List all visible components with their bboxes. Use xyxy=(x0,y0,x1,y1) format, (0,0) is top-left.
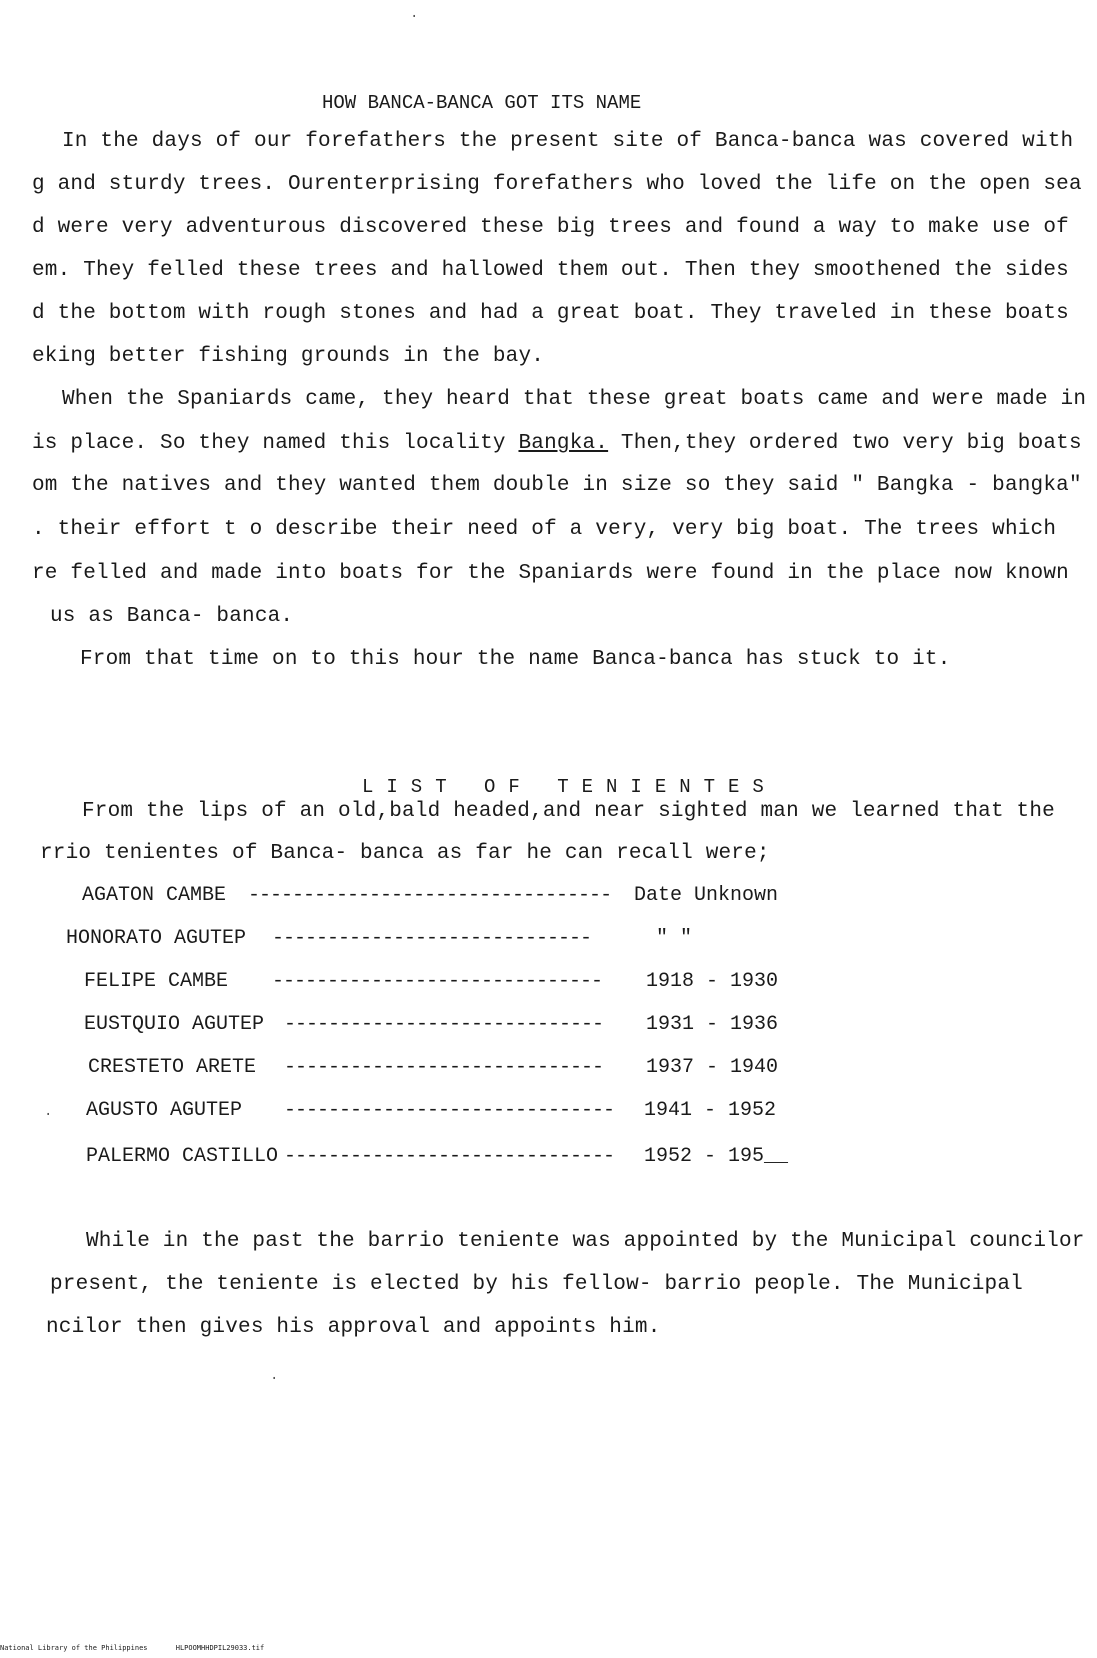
teniente-row xyxy=(86,1145,806,1171)
paragraph-2-line-3: om the natives and they wanted them double in size so they said " Bangka - bangka" xyxy=(32,474,1082,497)
dash-leader: ------------------------------ xyxy=(284,1099,615,1122)
scan-speck: . xyxy=(270,1368,279,1384)
teniente-row xyxy=(84,970,804,996)
paragraph-2-line-2-end: Then,they ordered two very big boats xyxy=(608,432,1082,455)
teniente-row xyxy=(88,1056,808,1082)
footer-library: National Library of the Philippines xyxy=(0,1644,148,1652)
list-intro-line-1: From the lips of an old,bald headed,and near sighted man we learned that the xyxy=(82,800,1055,823)
scan-speck: . xyxy=(410,6,419,22)
teniente-name: EUSTQUIO AGUTEP xyxy=(84,1013,265,1036)
teniente-row xyxy=(86,1099,806,1125)
paragraph-2-line-5: re felled and made into boats for the Spaniards were found in the place now known xyxy=(32,562,1069,585)
dash-leader: ------------------------------ xyxy=(272,970,603,993)
teniente-row xyxy=(66,927,786,953)
closing-line-2: present, the teniente is elected by his fellow- barrio people. The Municipal xyxy=(50,1273,1023,1296)
dash-leader: ----------------------------- xyxy=(284,1056,604,1079)
teniente-name: FELIPE CAMBE xyxy=(84,970,229,993)
teniente-name: PALERMO CASTILLO xyxy=(86,1145,279,1168)
paragraph-2-line-4: . their effort t o describe their need of a very, very big boat. The trees which xyxy=(32,518,1057,541)
teniente-term: 1931 - 1936 xyxy=(646,1013,779,1036)
teniente-term: 1937 - 1940 xyxy=(646,1056,779,1079)
teniente-term: 1918 - 1930 xyxy=(646,970,779,993)
paragraph-2-line-2-start: is place. So they named this locality xyxy=(32,432,519,455)
teniente-term: " " xyxy=(656,927,693,950)
scan-footer xyxy=(0,1644,288,1652)
closing-line-3: ncilor then gives his approval and appoints him. xyxy=(46,1316,661,1339)
bangka-underlined-word: Bangka. xyxy=(518,432,609,455)
teniente-name: AGATON CAMBE xyxy=(82,884,227,907)
teniente-row xyxy=(82,884,802,910)
dash-leader: ----------------------------- xyxy=(284,1013,604,1036)
paragraph-1-line-4: em. They felled these trees and hallowed them out. Then they smoothened the sides xyxy=(32,259,1069,282)
paragraph-1-line-3: d were very adventurous discovered these big trees and found a way to make use of xyxy=(32,216,1069,239)
teniente-term: Date Unknown xyxy=(634,884,779,907)
paragraph-2-line-6: us as Banca- banca. xyxy=(50,605,294,628)
list-heading: LIST OF TENIENTES xyxy=(362,776,777,798)
paragraph-1-line-5: d the bottom with rough stones and had a great boat. They traveled in these boats xyxy=(32,302,1069,325)
teniente-row xyxy=(84,1013,804,1039)
dash-leader: --------------------------------- xyxy=(248,884,612,907)
paragraph-2-line-2 xyxy=(32,432,1082,455)
teniente-term: 1952 - 195__ xyxy=(644,1145,789,1168)
teniente-name: CRESTETO ARETE xyxy=(88,1056,257,1079)
teniente-name: HONORATO AGUTEP xyxy=(66,927,247,950)
paragraph-1-line-1: In the days of our forefathers the present site of Banca-banca was covered with xyxy=(62,130,1074,153)
list-intro-line-2: rrio tenientes of Banca- banca as far he can recall were; xyxy=(40,842,770,865)
paragraph-1-line-6: eking better fishing grounds in the bay. xyxy=(32,345,545,368)
dash-leader: ----------------------------- xyxy=(272,927,592,950)
paragraph-2-line-1: When the Spaniards came, they heard that these great boats came and were made in xyxy=(62,388,1087,411)
teniente-term: 1941 - 1952 xyxy=(644,1099,777,1122)
closing-line-1: While in the past the barrio teniente was appointed by the Municipal councilor xyxy=(86,1230,1085,1253)
paragraph-1-line-2: g and sturdy trees. Ourenterprising forefathers who loved the life on the open sea xyxy=(32,173,1082,196)
paragraph-3: From that time on to this hour the name Banca-banca has stuck to it. xyxy=(80,648,951,671)
teniente-name: AGUSTO AGUTEP xyxy=(86,1099,243,1122)
footer-file: HLPOOMHHDPIL29033.tif xyxy=(175,1644,265,1652)
scan-speck: . xyxy=(44,1104,53,1120)
dash-leader: ------------------------------ xyxy=(284,1145,615,1168)
document-title: HOW BANCA-BANCA GOT ITS NAME xyxy=(322,92,642,114)
